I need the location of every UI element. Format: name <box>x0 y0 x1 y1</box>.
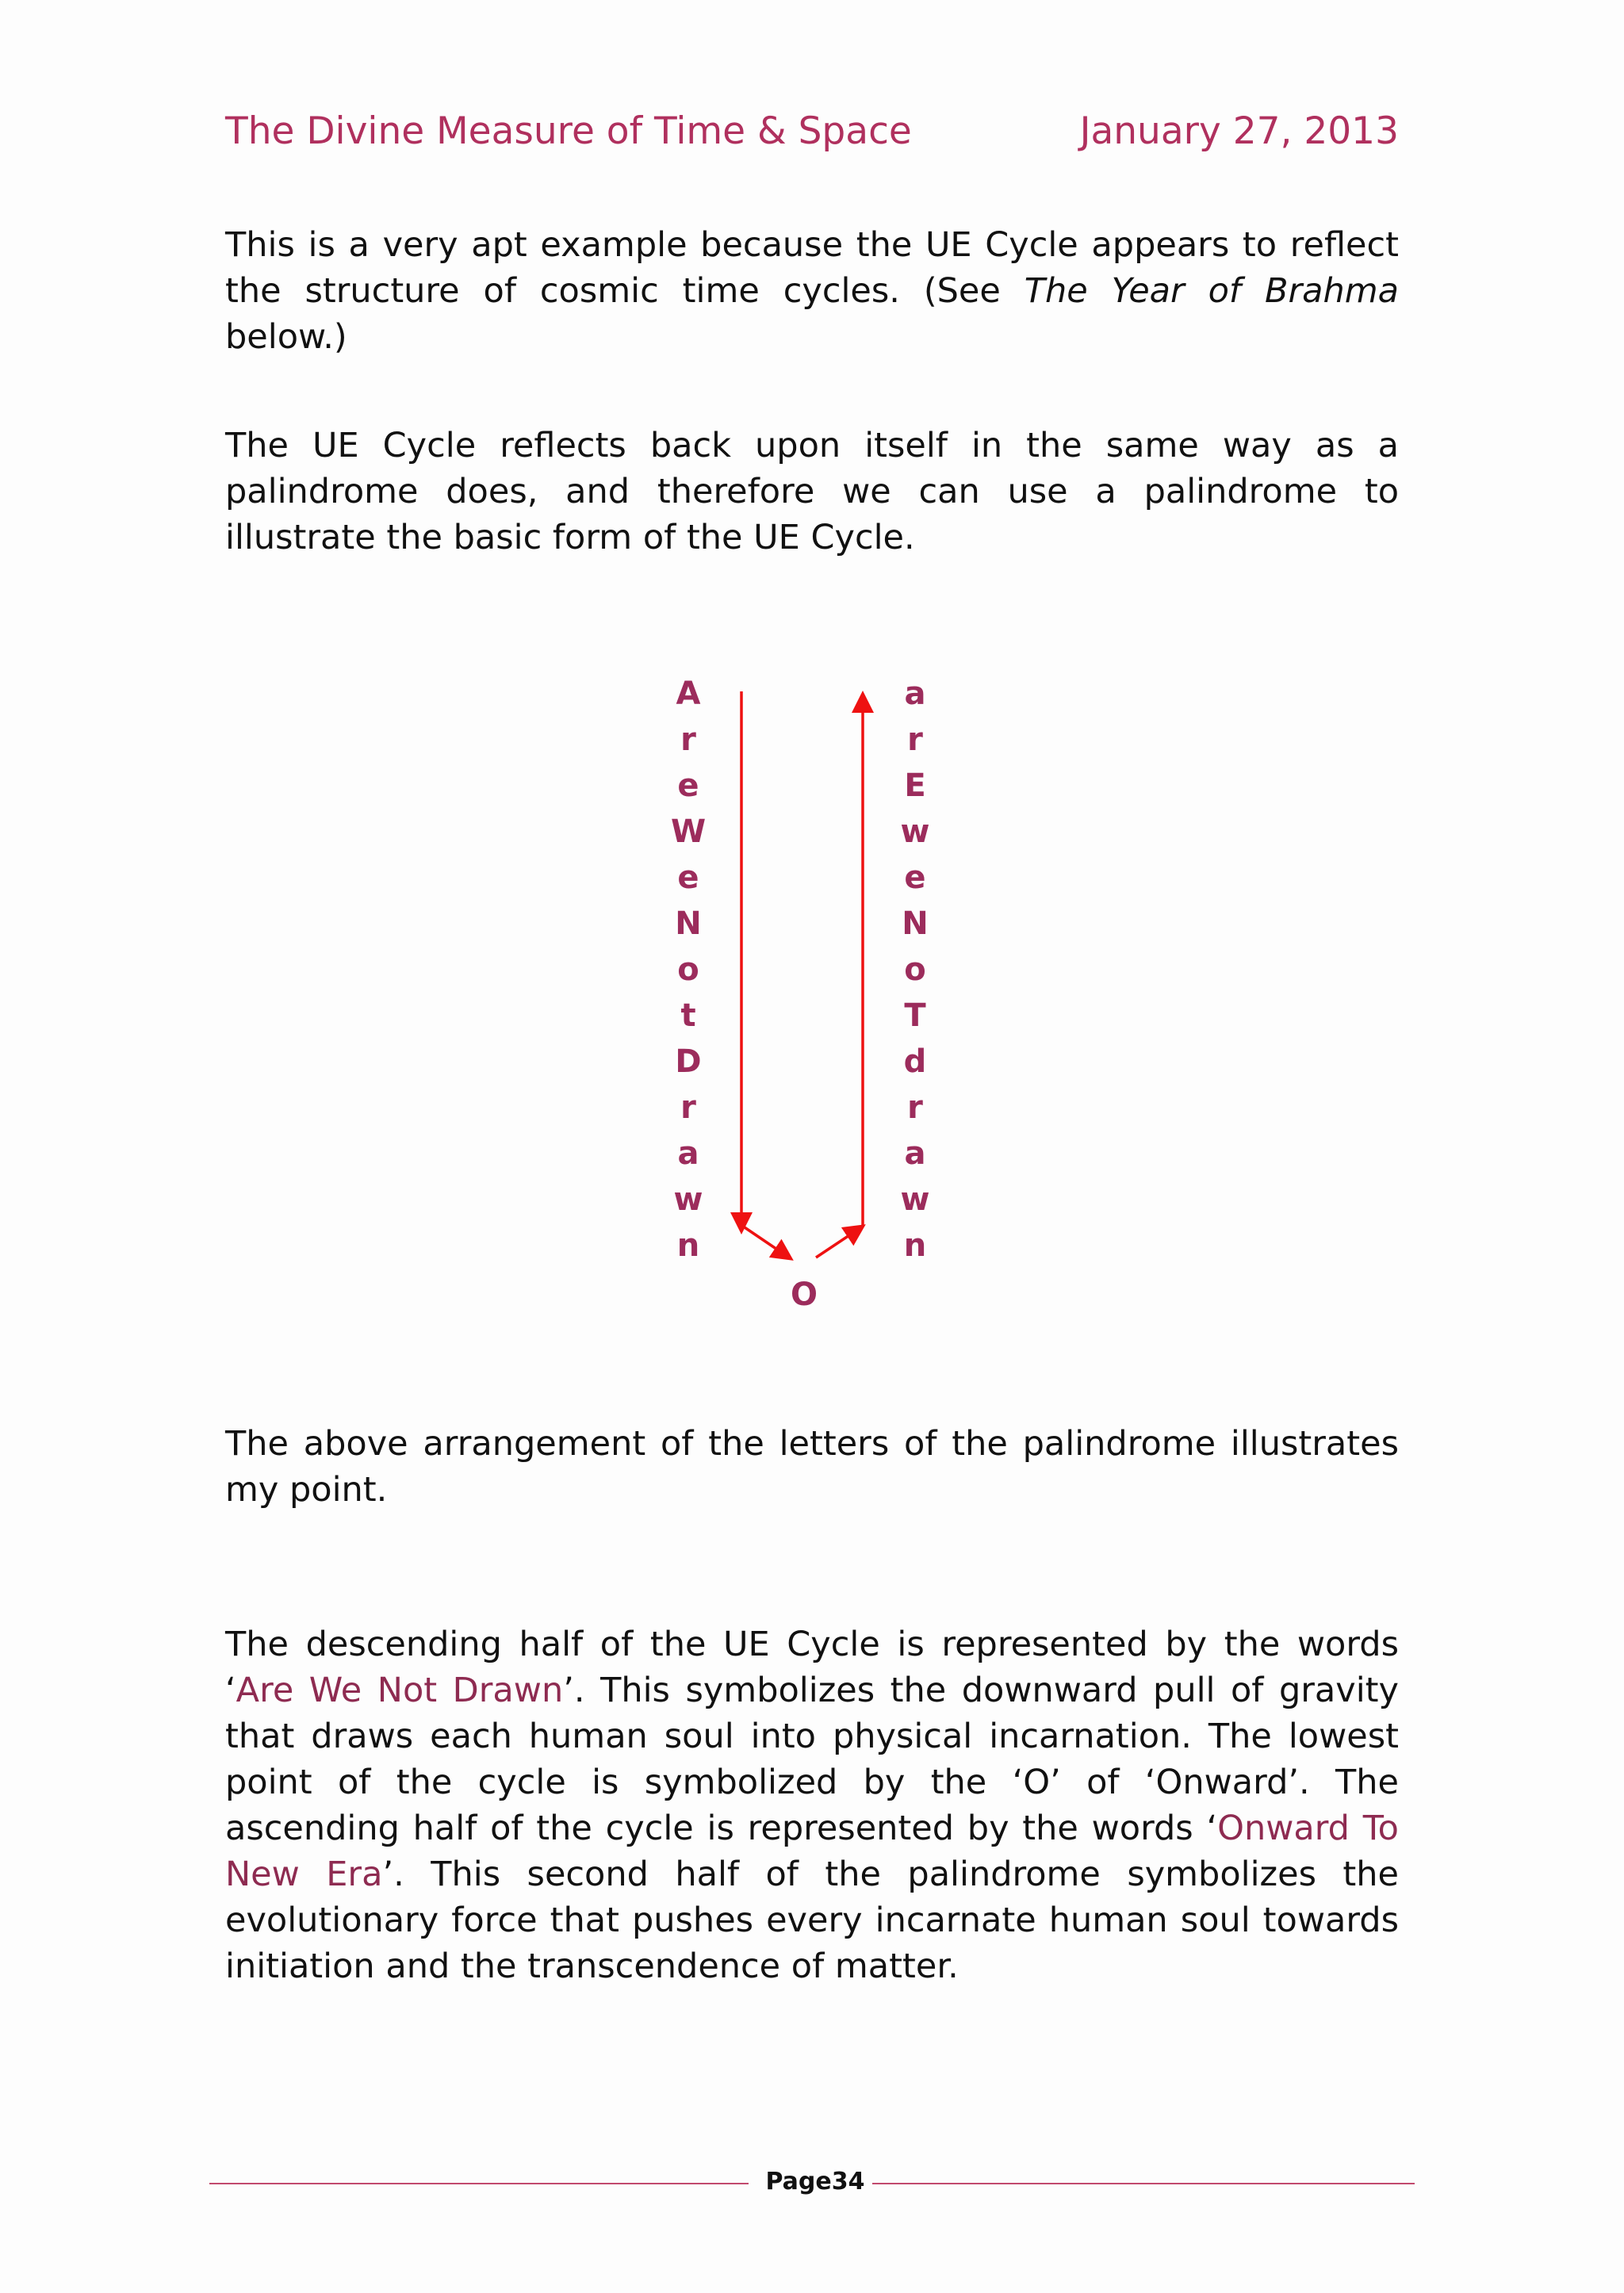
descending-letter-7: t <box>680 997 696 1034</box>
paragraph-intro: This is a very apt example because the UE Cycle appears to reflect the structure of cosmic time cycles. (See The Year of Brahma below.) <box>225 225 1399 357</box>
document-title: The Divine Measure of Time & Space <box>225 109 912 153</box>
descending-letter-3: W <box>670 813 707 850</box>
palindrome-lowest-point: O <box>790 1277 818 1313</box>
page-number: Page34 <box>765 2168 865 2195</box>
ascending-letter-10: a <box>904 1135 926 1172</box>
descending-letter-9: r <box>680 1089 696 1126</box>
ascending-letter-7: T <box>904 997 926 1034</box>
ascending-letter-2: E <box>904 768 926 804</box>
descending-letter-8: D <box>675 1043 702 1080</box>
ascending-letter-0: a <box>904 676 926 712</box>
footer-rule-left <box>209 2183 749 2184</box>
ascending-letter-9: r <box>907 1089 923 1126</box>
bottom-to-ascent-arrow <box>816 1227 861 1258</box>
paragraph-palindrome: The UE Cycle reflects back upon itself in the same way as a palindrome does, and therefore we can use a palindrome to illustrate the basic form of the UE Cycle. <box>225 426 1399 557</box>
descending-letter-2: e <box>677 768 699 804</box>
descending-letter-11: w <box>673 1181 703 1218</box>
descending-letter-12: n <box>676 1227 700 1264</box>
descent-to-bottom-arrow <box>742 1226 789 1258</box>
footer-rule-right <box>872 2183 1415 2184</box>
descending-letter-4: e <box>677 859 699 896</box>
ascending-letter-1: r <box>907 722 923 758</box>
descending-letter-0: A <box>676 676 701 712</box>
descending-letter-10: a <box>677 1135 699 1172</box>
ascending-letter-3: w <box>900 813 930 850</box>
paragraph-arrangement: The above arrangement of the letters of the palindrome illustrates my point. <box>225 1424 1399 1510</box>
ascending-words: Onward To New Era <box>225 1809 1399 1894</box>
book-reference: The Year of Brahma <box>1024 271 1399 311</box>
descending-words: Are We Not Drawn <box>236 1671 564 1710</box>
descending-letter-5: N <box>675 905 702 942</box>
ascending-letter-12: n <box>903 1227 927 1264</box>
ascending-letter-6: o <box>904 951 926 988</box>
ascending-letter-11: w <box>900 1181 930 1218</box>
descending-letter-6: o <box>677 951 699 988</box>
ascending-letter-8: d <box>903 1043 927 1080</box>
ascending-letter-4: e <box>904 859 926 896</box>
descending-letter-1: r <box>680 722 696 758</box>
ascending-letter-5: N <box>902 905 929 942</box>
document-date: January 27, 2013 <box>1079 109 1399 153</box>
paragraph-descending-half: The descending half of the UE Cycle is represented by the words ‘Are We Not Drawn’. This symbolizes the downward pull of gravity that draws each human soul into physical incarnation. The lowest point of the cycle is symbolized by the ‘O’ of ‘Onward’. The ascending half of the cycle is represented by the words ‘Onward To New Era’. This second half of the palindrome symbolizes the evolutionary force that pushes every incarnate human soul towards initiation and the transcendence of matter. <box>225 1625 1399 1986</box>
